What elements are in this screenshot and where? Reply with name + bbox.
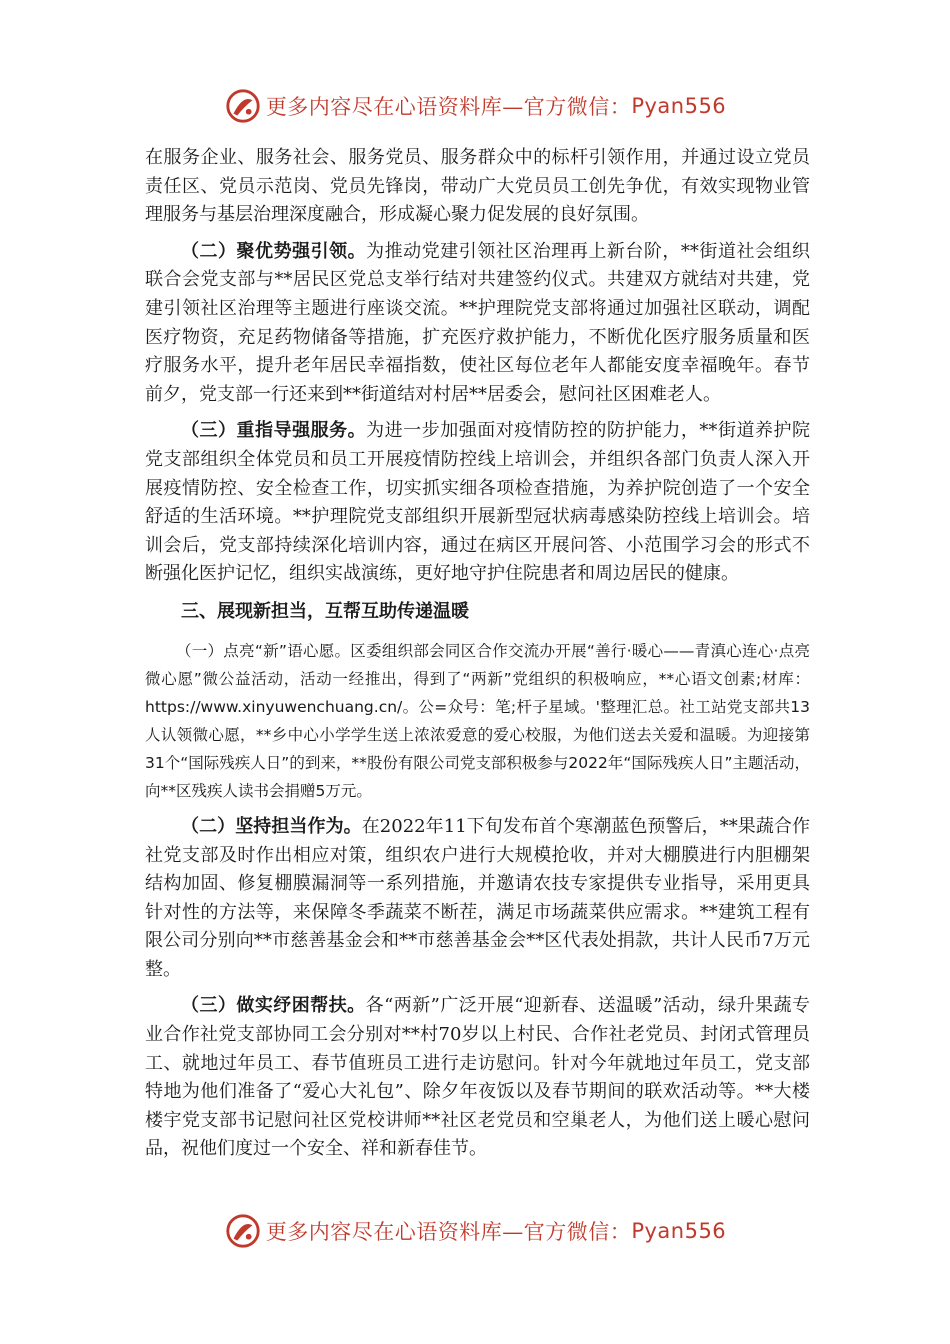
paragraph: （三）重指导强服务。为进一步加强面对疫情防控的防护能力，**街道养护院党支部组织全体党员和员工开展疫情防控线上培训会，并组织各部门负责人深入开展疫情防控、安全检查工作，切实抓实细各项检查措施，为养护院创造了一个安全舒适的生活环境。**护理院党支部组织开展新型冠状病毒感染防控线上培训会。培训会后，党支部持续深化培训内容，通过在病区开展问答、小范围学习会的形式不断强化医护记忆，组织实战演练，更好地守护住院患者和周边居民的健康。: [145, 420, 811, 585]
header-watermark: [0, 86, 950, 126]
paragraph-lead: （二）聚优势强引领。: [181, 240, 367, 262]
logo-icon: [224, 1212, 262, 1250]
paragraph: （二）坚持担当作为。在2022年11下旬发布首个寒潮蓝色预警后，**果蔬合作社党支部及时作出相应对策，组织农户进行大规模抢收，并对大棚膜进行内胆棚架结构加固、修复棚膜漏洞等一系列措施，并邀请农技专家提供专业指导，采用更具针对性的方法等，来保障冬季蔬菜不断茬，满足市场蔬菜供应需求。**建筑工程有限公司分别向**市慈善基金会和**市慈善基金会**区代表处捐款，共计人民币7万元整。: [145, 815, 810, 980]
paragraph: （二）聚优势强引领。为推动党建引领社区治理再上新台阶，**街道社会组织联合会党支部与**居民区党总支举行结对共建签约仪式。共建双方就结对共建，党建引领社区治理等主题进行座谈交流。**护理院党支部将通过加强社区联动，调配医疗物资，充足药物储备等措施，扩充医疗救护能力，不断优化医疗服务质量和医疗服务水平，提升老年居民幸福指数，使社区每位老年人都能安度幸福晚年。春节前夕，党支部一行还来到**街道结对村居**居委会，慰问社区困难老人。: [145, 240, 811, 405]
footer-watermark: [0, 1211, 950, 1251]
paragraph: 在服务企业、服务社会、服务党员、服务群众中的标杆引领作用，并通过设立党员责任区、党员示范岗、党员先锋岗，带动广大党员员工创先争优，有效实现物业管理服务与基层治理深度融合，形成凝心聚力促发展的良好氛围。: [145, 147, 810, 226]
paragraph-lead: （三）重指导强服务。: [181, 420, 367, 442]
watermark-text: 更多内容尽在心语资料库—官方微信：: [265, 95, 632, 119]
watermark-id: Pyan556: [631, 94, 727, 118]
section-heading: 三、展现新担当，互帮互助传递温暖: [181, 600, 469, 622]
paragraph: （三）做实纾困帮扶。各“两新”广泛开展“迎新春、送温暖”活动，绿升果蔬专业合作社党支部协同工会分别对**村70岁以上村民、合作社老党员、封闭式管理员工、就地过年员工、春节值班员工进行走访慰问。针对今年就地过年员工，党支部特地为他们准备了“爱心大礼包”、除夕年夜饭以及春节期间的联欢活动等。**大楼楼宇党支部书记慰问社区党校讲师**社区老党员和空巢老人，为他们送上暖心慰问品，祝他们度过一个安全、祥和新春佳节。: [145, 995, 810, 1160]
watermark-text: 更多内容尽在心语资料库—官方微信：: [265, 1220, 632, 1244]
logo-icon: [224, 87, 262, 125]
paragraph: （一）点亮“新”语心愿。区委组织部会同区合作交流办开展“善行·暖心——青滇心连心·点亮微心愿”微公益活动，活动一经推出，得到了“两新”党组织的积极响应，**心语文创素;材库：https://www.xinyuwenchuang.cn/。公=众号：笔;杆子星域。'整理汇总。社工站党支部共13人认领微心愿，**乡中心小学学生送上浓浓爱意的爱心校服，为他们送去关爱和温暖。为迎接第31个“国际残疾人日”的到来，**股份有限公司党支部积极参与2022年“国际残疾人日”主题活动，向**区残疾人读书会捐赠5万元。: [145, 641, 810, 800]
paragraph-lead: （二）坚持担当作为。: [181, 815, 362, 837]
paragraph-lead: （三）做实纾困帮扶。: [181, 995, 366, 1017]
watermark-id: Pyan556: [631, 1219, 727, 1243]
document-body: [145, 144, 810, 1172]
